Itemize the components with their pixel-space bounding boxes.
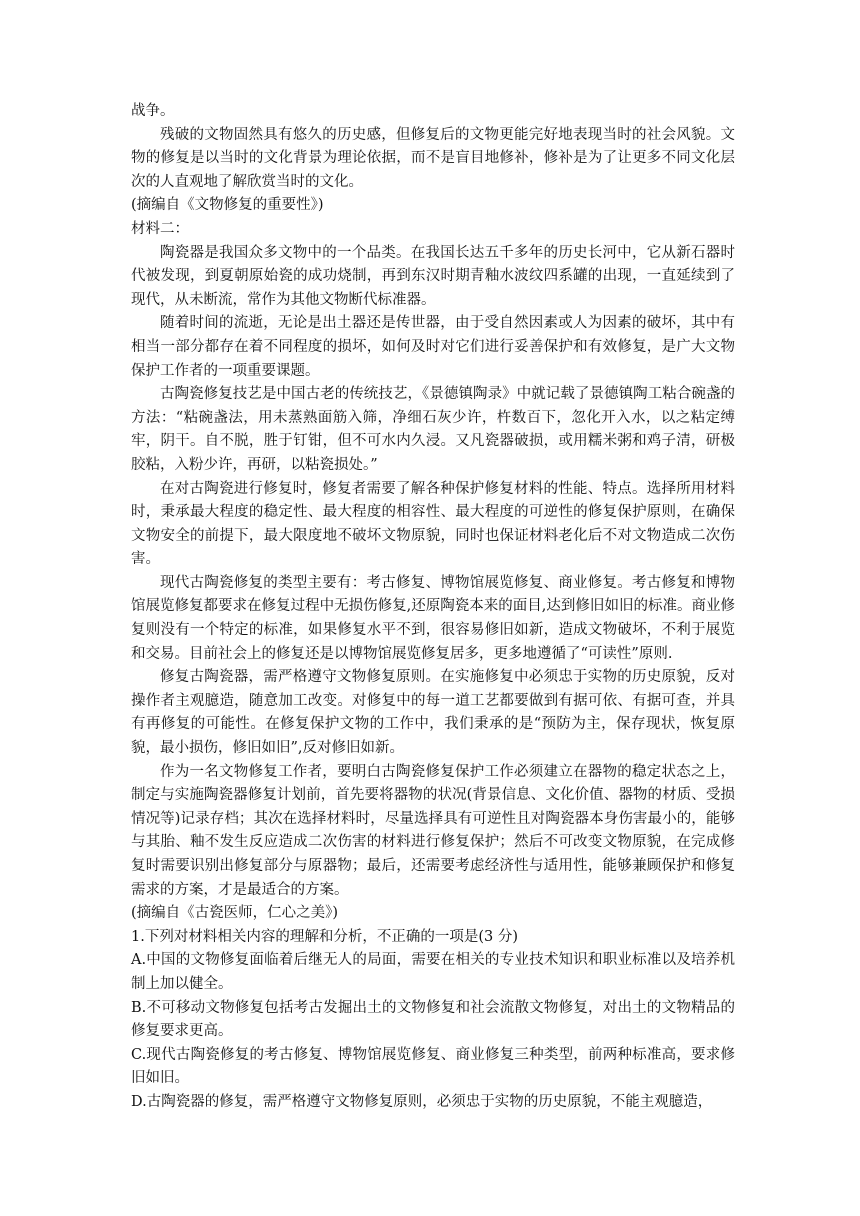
paragraph-restoration-principles: 修复古陶瓷器，需严格遵守文物修复原则。在实施修复中必须忠于实物的历史原貌，反对操作者主观臆造，随意加工改变。对修复中的每一道工艺都要做到有据可依、有据可查，并具有再修复的可能性。在修复保护文物的工作中，我们秉承的是“预防为主，保存现状，恢复原貌，最小损伤，修旧如旧”,反对修旧如新。 xyxy=(131,669,735,757)
option-c: C.现代古陶瓷修复的考古修复、博物馆展览修复、商业修复三种类型，前两种标准高，要求修旧如旧。 xyxy=(131,1046,735,1087)
paragraph-restoration-types: 现代古陶瓷修复的类型主要有：考古修复、博物馆展览修复、商业修复。考古修复和博物馆展览修复都要求在修复过程中无损伤修复,还原陶瓷本来的面目,达到修旧如旧的标准。商业修复则没有一个特定的标准，如果修复水平不到，很容易修旧如新，造成文物破坏，不利于展览和交易。目前社会上的修复还是以博物馆展览修复居多，更多地遵循了“可读性”原则. xyxy=(131,574,735,662)
paragraph-materials: 在对古陶瓷进行修复时，修复者需要了解各种保护修复材料的性能、特点。选择所用材料时，秉承最大程度的稳定性、最大程度的相容性、最大程度的可逆性的修复保护原则，在确保文物安全的前提下，最大限度地不破坏文物原貌，同时也保证材料老化后不对文物造成二次伤害。 xyxy=(131,480,735,568)
source-citation-2: (摘编自《古瓷医师，仁心之美》) xyxy=(131,905,339,922)
option-b: B.不可移动文物修复包括考古发掘出土的文物修复和社会流散文物修复，对出土的文物精品的修复要求更高。 xyxy=(131,999,735,1040)
paragraph-traditional-craft: 古陶瓷修复技艺是中国古老的传统技艺，《景德镇陶录》中就记载了景德镇陶工粘合碗盏的方法：“粘碗盏法，用未蒸熟面筋入筛，净细石灰少许，杵数百下，忽化开入水，以之粘定缚牢，阴干。自不脱，胜于钉钳，但不可水内久浸。又凡瓷器破损，或用糯米粥和鸡子清，研极胶粘，入粉少许，再研，以粘瓷损处。” xyxy=(131,386,735,473)
paragraph-restoration-value: 残破的文物固然具有悠久的历史感，但修复后的文物更能完好地表现当时的社会风貌。文物的修复是以当时的文化背景为理论依据，而不是盲目地修补，修补是为了让更多不同文化层次的人直观地了解欣赏当时的文化。 xyxy=(131,126,735,190)
paragraph-restorer-duties: 作为一名文物修复工作者，要明白古陶瓷修复保护工作必须建立在器物的稳定状态之上，制定与实施陶瓷器修复计划前，首先要将器物的状况(背景信息、文化价值、器物的材质、受损情况等)记录存档；其次在选择材料时，尽量选择具有可逆性且对陶瓷器本身伤害最小的，能够与其胎、釉不发生反应造成二次伤害的材料进行修复保护；然后不可改变文物原貌，在完成修复时需要识别出修复部分与原器物；最后，还需要考虑经济性与适用性，能够兼顾保护和修复需求的方案，才是最适合的方案。 xyxy=(131,763,735,898)
option-a: A.中国的文物修复面临着后继无人的局面，需要在相关的专业技术知识和职业标准以及培养机制上加以健全。 xyxy=(131,952,735,992)
question-1: 1.下列对材料相关内容的理解和分析，不正确的一项是(3 分) xyxy=(131,928,518,945)
intro-tail: 战争。 xyxy=(131,103,175,119)
paragraph-ceramics-history: 陶瓷器是我国众多文物中的一个品类。在我国长达五千多年的历史长河中，它从新石器时代被发现，到夏朝原始瓷的成功烧制，再到东汉时期青釉水波纹四系罐的出现，一直延续到了现代，从未断流，常作为其他文物断代标准器。 xyxy=(131,244,735,308)
option-d: D.古陶瓷器的修复，需严格遵守文物修复原则，必须忠于实物的历史原貌，不能主观臆造， xyxy=(131,1093,713,1110)
material-2-label: 材料二： xyxy=(131,220,189,237)
paragraph-damage: 随着时间的流逝，无论是出土器还是传世器，由于受自然因素或人为因素的破坏，其中有相当一部分都存在着不同程度的损坏，如何及时对它们进行妥善保护和有效修复，是广大文物保护工作者的一项重要课题。 xyxy=(131,315,735,379)
source-citation-1: (摘编自《文物修复的重要性》) xyxy=(131,197,324,214)
document-page xyxy=(131,100,735,1115)
